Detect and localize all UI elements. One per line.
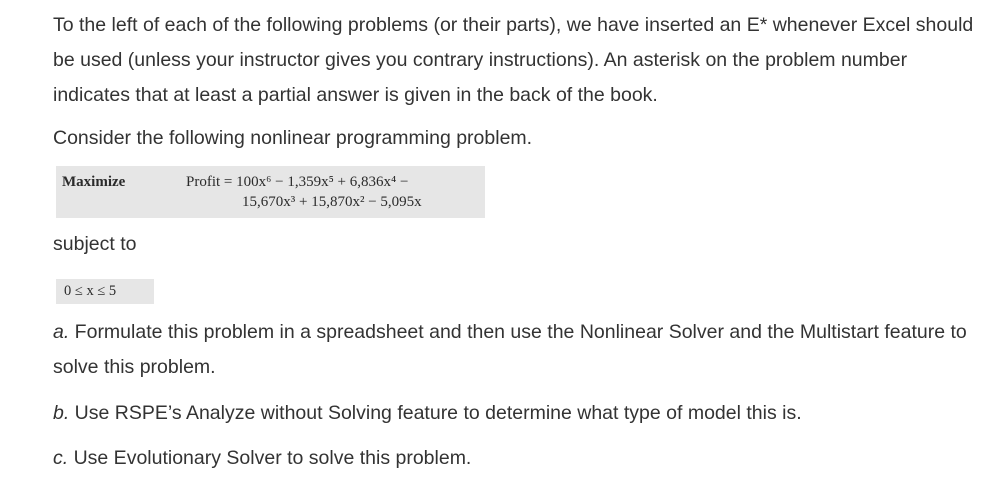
part-b-label: b. (53, 402, 70, 424)
part-b-text: Use RSPE’s Analyze without Solving feature to determine what type of model this is. (69, 402, 802, 424)
consider-paragraph: Consider the following nonlinear programming problem. (53, 127, 533, 149)
part-a-text: Formulate this problem in a spreadsheet and then use the Nonlinear Solver and the Multistart feature to solve this problem. (53, 321, 967, 378)
part-a-paragraph (53, 315, 983, 385)
part-c-text: Use Evolutionary Solver to solve this problem. (68, 447, 472, 469)
constraint-text: 0 ≤ x ≤ 5 (64, 283, 117, 299)
part-a-label: a. (53, 321, 70, 343)
formula-line-1: Profit = 100x⁶ − 1,359x⁵ + 6,836x⁴ − (186, 174, 409, 190)
part-c-label: c. (53, 447, 69, 469)
subject-to-text: subject to (53, 233, 137, 255)
part-b-paragraph (53, 396, 983, 431)
part-c-paragraph (53, 441, 983, 476)
intro-paragraph: To the left of each of the following problems (or their parts), we have inserted an E* whenever Excel should be used (unless your instructor gives you contrary instructions). An asterisk on the problem number indicates that at least a partial answer is given in the back of the book. (53, 14, 974, 106)
maximize-label: Maximize (62, 174, 126, 190)
formula-line-2: 15,670x³ + 15,870x² − 5,095x (242, 194, 422, 210)
objective-formula-image (56, 166, 485, 218)
constraint-formula-image (56, 279, 154, 304)
